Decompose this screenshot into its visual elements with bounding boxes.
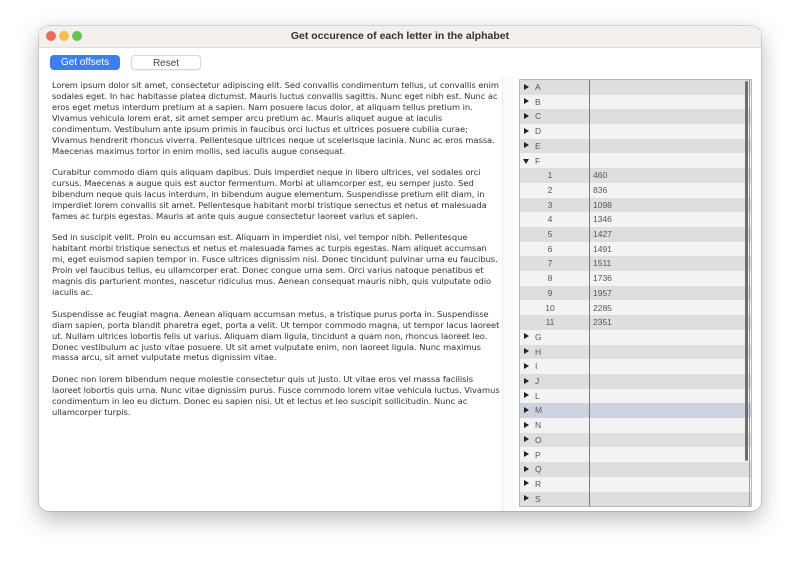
disclosure-triangle-right-icon[interactable] [524,84,529,90]
letter-label: P [535,449,541,460]
tree-row-letter-c[interactable] [520,109,751,124]
offset-value: 1098 [593,199,612,210]
app-window [39,26,761,511]
letter-label: I [535,361,538,372]
title-bar[interactable] [39,26,761,48]
tree-row-letter-g[interactable] [520,330,751,345]
tree-row-letter-e[interactable] [520,139,751,154]
reset-button[interactable]: Reset [131,55,201,70]
offset-value: 460 [593,170,608,181]
disclosure-triangle-right-icon[interactable] [524,142,529,148]
tree-row-letter-h[interactable] [520,345,751,360]
disclosure-triangle-right-icon[interactable] [524,378,529,384]
tree-row-letter-i[interactable] [520,359,751,374]
text-content [52,80,502,428]
letter-label: H [535,346,542,357]
offset-index: 7 [547,258,553,269]
tree-row-letter-f[interactable] [520,154,751,169]
offset-index: 10 [545,302,555,313]
tree-row-letter-r[interactable] [520,477,751,492]
tree-row-letter-m[interactable] [520,403,751,418]
vertical-scrollbar-thumb[interactable] [745,81,748,461]
disclosure-triangle-right-icon[interactable] [524,466,529,472]
letter-label: L [535,390,540,401]
offset-index: 3 [547,199,553,210]
letter-label: B [535,96,541,107]
tree-row-offset[interactable] [520,227,751,242]
disclosure-triangle-right-icon[interactable] [524,348,529,354]
offset-index: 1 [547,170,553,181]
text-area[interactable] [45,77,502,511]
offset-index: 11 [545,317,555,328]
tree-row-letter-o[interactable] [520,433,751,448]
offset-value: 836 [593,184,608,195]
offset-value: 1346 [593,214,612,225]
tree-row-letter-d[interactable] [520,124,751,139]
tree-row-letter-a[interactable] [520,80,751,95]
column-divider[interactable] [589,80,590,507]
offset-index: 2 [547,184,553,195]
letter-label: S [535,493,541,504]
letter-label: O [535,434,542,445]
tree-row-offset[interactable] [520,198,751,213]
get-offsets-button[interactable]: Get offsets [50,55,120,70]
letter-label: M [535,405,543,416]
split-gutter[interactable] [503,77,513,511]
disclosure-triangle-right-icon[interactable] [524,495,529,501]
offset-value: 2351 [593,317,612,328]
offset-index: 5 [547,229,553,239]
tree-row-offset[interactable] [520,315,751,330]
letter-label: C [535,111,542,122]
offset-value: 2285 [593,302,612,313]
offset-value: 1511 [593,258,612,269]
offset-value: 1736 [593,273,612,284]
offset-index: 6 [547,243,553,254]
letter-label: R [535,478,542,489]
tree-row-letter-b[interactable] [520,95,751,110]
offset-value: 1427 [593,229,612,239]
toolbar [39,48,761,76]
paragraph: Suspendisse ac feugiat magna. Aenean aliquam accumsan metus, a tristique purus porta in. Suspendisse diam sapien, porta blandit pharetra eget, porta a velit. Ut tempor commodo magna, ut tempor lacus laoreet ut. Nullam ultrices lobortis felis ut varius. Aliquam diam ligula, tincidunt a quam non, rhoncus laoreet leo. Donec vestibulum ac justo vitae posuere. Ut sit amet vulputate enim, non laoreet ligula. Nunc maximus massa arcu, sit amet vulputate metus dignissim vitae. [52,308,500,363]
tree-row-letter-s[interactable] [520,492,751,507]
tree-row-offset[interactable] [520,168,751,183]
tree-row-offset[interactable] [520,301,751,316]
offset-index: 8 [547,273,553,284]
letter-label: J [535,376,540,386]
tree-row-offset[interactable] [520,256,751,271]
disclosure-triangle-right-icon[interactable] [524,333,529,339]
disclosure-triangle-right-icon[interactable] [524,451,529,457]
disclosure-triangle-right-icon[interactable] [524,363,529,369]
tree-row-letter-q[interactable] [520,462,751,477]
disclosure-triangle-right-icon[interactable] [524,128,529,134]
letter-label: F [535,155,541,166]
letter-label: E [535,140,541,151]
tree-row-offset[interactable] [520,212,751,227]
tree-row-offset[interactable] [520,271,751,286]
disclosure-triangle-right-icon[interactable] [524,113,529,119]
paragraph: Lorem ipsum dolor sit amet, consectetur adipiscing elit. Sed convallis condimentum tellus, ut convallis enim sodales eget. In hac habitasse platea dictumst. Mauris luctus convallis sagittis. Nunc eget nibh est. Nunc ac eros eget metus interdum pretium at a sapien. Nam posuere lacus dolor, at aliquam tellus pretium in. Vivamus vehicula lorem erat, sit amet semper arcu pretium ac. Mauris aliquet augue at iaculis condimentum. Vestibulum ante ipsum primis in faucibus orci luctus et ultrices posuere cubilia curae; Vivamus hendrerit rhoncus viverra. Pellentesque ultrices neque ut scelerisque lacinia. Nunc ac eros massa. Maecenas maximus tortor in enim mollis, sed iaculis augue consequat. [52,80,500,156]
disclosure-triangle-right-icon[interactable] [524,480,529,486]
tree-row-letter-l[interactable] [520,389,751,404]
letter-label: A [535,82,541,92]
disclosure-triangle-down-icon[interactable] [523,159,529,164]
offset-index: 4 [547,214,553,225]
paragraph: Curabitur commodo diam quis aliquam dapibus. Duis imperdiet neque in libero ultrices, vel sodales orci cursus. Maecenas a augue quis est auctor fermentum. Morbi at ullamcorper est, eu semper justo. Sed bibendum neque quis lacus interdum, in bibendum augue elementum. Suspendisse pretium elit diam, in imperdiet lorem convallis sit amet. Pellentesque habitant morbi tristique senectus et netus et malesuada fames ac turpis egestas. Mauris at ante quis augue consectetur laoreet varius et sapien. [52,167,487,221]
tree-row-offset[interactable] [520,286,751,301]
letter-label: D [535,126,542,137]
disclosure-triangle-right-icon[interactable] [524,98,529,104]
disclosure-triangle-right-icon[interactable] [524,392,529,398]
letter-label: G [535,331,542,342]
letter-label: Q [535,464,542,475]
disclosure-triangle-right-icon[interactable] [524,422,529,428]
paragraph: Sed in suscipit velit. Proin eu accumsan est. Aliquam in imperdiet nisi, vel tempor nibh. Pellentesque habitant morbi tristique senectus et netus et malesuada fames ac turpis egestas. Nam aliquet accumsan mi, eget euismod sapien tempor in. Fusce ultrices dignissim nisi. Donec tincidunt pulvinar urna eu faucibus. Proin vel faucibus tellus, eu ullamcorper erat. Donec congue urna sem. Orci varius natoque penatibus et magnis dis parturient montes, nascetur ridiculus mus. Aenean consequat mauris nibh, quis vulputate odio iaculis ac. [52,232,498,298]
tree-row-letter-j[interactable] [520,374,751,389]
tree-row-offset[interactable] [520,183,751,198]
disclosure-triangle-right-icon[interactable] [524,436,529,442]
tree-row-letter-n[interactable] [520,418,751,433]
letter-label: N [535,420,542,431]
offset-value: 1491 [593,243,612,254]
offset-index: 9 [547,287,553,298]
disclosure-triangle-right-icon[interactable] [524,407,529,413]
offset-value: 1957 [593,287,612,298]
letter-tree-view[interactable] [519,79,752,507]
paragraph: Donec non lorem bibendum neque molestie consectetur quis ut justo. Ut vitae eros vel massa facilisis laoreet lobortis quis urna. Nunc vitae dignissim purus. Fusce commodo lorem vitae vehicula luctus. Vivamus condimentum in leo eu dictum. Donec eu sapien nisi. Ut et lectus et leo suscipit sollicitudin. Nunc ac ullamcorper turpis. [52,373,500,417]
tree-row-letter-p[interactable] [520,448,751,463]
window-title: Get occurence of each letter in the alphabet [290,30,510,42]
tree-row-offset[interactable] [520,242,751,257]
